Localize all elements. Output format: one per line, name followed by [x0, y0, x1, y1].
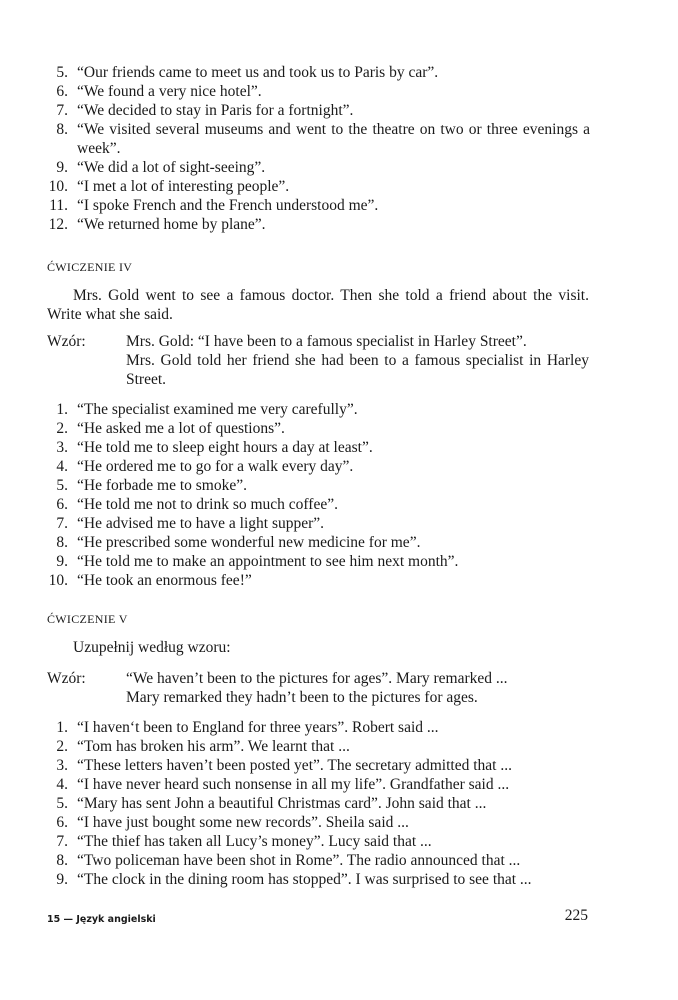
list-item: [0, 794, 678, 813]
item-number: 9.: [56, 871, 68, 888]
item-number: 11.: [49, 197, 68, 214]
item-text: “I met a lot of interesting people”.: [77, 178, 290, 195]
list-item: [0, 552, 678, 571]
item-text: “He ordered me to go for a walk every day”.: [77, 458, 354, 475]
item-text: “We visited several museums and went to the theatre on two or three evenings a week”.: [77, 121, 590, 157]
item-number: 7.: [56, 102, 68, 119]
list-item: [0, 419, 678, 438]
example-label: Wzór:: [47, 670, 86, 687]
printer-signature: 15 — Język angielski: [47, 914, 156, 925]
example-label: Wzór:: [47, 333, 86, 350]
list-item: [0, 571, 678, 590]
example-answer: Mrs. Gold told her friend she had been to a famous specialist in Harley Street.: [126, 352, 589, 388]
page-number: 225: [564, 907, 588, 924]
item-number: 3.: [56, 439, 68, 456]
item-text: “Mary has sent John a beautiful Christmas card”. John said that ...: [77, 795, 487, 812]
item-text: “He advised me to have a light supper”.: [77, 515, 325, 532]
item-text: “Our friends came to meet us and took us to Paris by car”.: [77, 64, 439, 81]
list-item: [0, 870, 678, 889]
list-item: [0, 813, 678, 832]
exercise-5-example: [47, 669, 589, 707]
exercise-4-list: [0, 400, 678, 590]
item-number: 6.: [56, 83, 68, 100]
item-number: 2.: [56, 738, 68, 755]
exercise-5-instruction: Uzupełnij według wzoru:: [73, 639, 231, 656]
item-text: “He prescribed some wonderful new medicine for me”.: [77, 534, 421, 551]
list-item: [0, 82, 678, 101]
exercise-4-example: [47, 332, 589, 389]
list-item: [0, 495, 678, 514]
item-number: 9.: [56, 159, 68, 176]
exercise-4-instruction: Mrs. Gold went to see a famous doctor. Then she told a friend about the visit. Write what she said.: [47, 287, 589, 323]
list-item: [0, 533, 678, 552]
item-text: “We found a very nice hotel”.: [77, 83, 262, 100]
exercise-3-continued-list: [0, 63, 678, 234]
item-text: “He forbade me to smoke”.: [77, 477, 248, 494]
list-item: [0, 718, 678, 737]
item-text: “I haven‘t been to England for three years”. Robert said ...: [77, 719, 439, 736]
list-item: [0, 400, 678, 419]
list-item: [0, 514, 678, 533]
exercise-4-heading: ĆWICZENIE IV: [47, 260, 133, 274]
item-number: 7.: [56, 833, 68, 850]
exercise-5-list: [0, 718, 678, 889]
exercise-5-heading: ĆWICZENIE V: [47, 612, 128, 626]
item-text: “We decided to stay in Paris for a fortnight”.: [77, 102, 354, 119]
list-item: [0, 851, 678, 870]
item-text: “Two policeman have been shot in Rome”. The radio announced that ...: [77, 852, 521, 869]
item-number: 5.: [56, 477, 68, 494]
item-text: “We did a lot of sight-seeing”.: [77, 159, 266, 176]
item-text: “He told me to sleep eight hours a day at least”.: [77, 439, 373, 456]
item-text: “I have just bought some new records”. Sheila said ...: [77, 814, 409, 831]
item-text: “We returned home by plane”.: [77, 216, 266, 233]
list-item: [0, 775, 678, 794]
list-item: [0, 832, 678, 851]
list-item: [0, 215, 678, 234]
example-answer: Mary remarked they hadn’t been to the pictures for ages.: [126, 689, 478, 706]
item-number: 4.: [56, 776, 68, 793]
item-number: 6.: [56, 496, 68, 513]
item-text: “He took an enormous fee!”: [77, 572, 252, 589]
item-text: “The clock in the dining room has stopped”. I was surprised to see that ...: [77, 871, 532, 888]
list-item: [0, 120, 678, 158]
list-item: [0, 158, 678, 177]
item-number: 2.: [56, 420, 68, 437]
item-number: 5.: [56, 795, 68, 812]
list-item: [0, 438, 678, 457]
item-text: “The thief has taken all Lucy’s money”. Lucy said that ...: [77, 833, 432, 850]
item-text: “He told me not to drink so much coffee”.: [77, 496, 338, 513]
item-number: 4.: [56, 458, 68, 475]
item-number: 10.: [48, 178, 68, 195]
item-number: 10.: [48, 572, 68, 589]
list-item: [0, 457, 678, 476]
list-item: [0, 101, 678, 120]
list-item: [0, 177, 678, 196]
item-number: 8.: [56, 534, 68, 551]
item-text: “He asked me a lot of questions”.: [77, 420, 285, 437]
item-number: 8.: [56, 121, 68, 138]
item-number: 7.: [56, 515, 68, 532]
item-text: “I have never heard such nonsense in all my life”. Grandfather said ...: [77, 776, 510, 793]
item-text: “Tom has broken his arm”. We learnt that ...: [77, 738, 350, 755]
list-item: [0, 476, 678, 495]
item-number: 1.: [56, 401, 68, 418]
example-sentence: Mrs. Gold: “I have been to a famous specialist in Harley Street”.: [126, 333, 527, 350]
item-number: 9.: [56, 553, 68, 570]
item-text: “I spoke French and the French understood me”.: [77, 197, 379, 214]
item-number: 3.: [56, 757, 68, 774]
item-text: “The specialist examined me very carefully”.: [77, 401, 358, 418]
list-item: [0, 196, 678, 215]
list-item: [0, 737, 678, 756]
item-text: “These letters haven’t been posted yet”. The secretary admitted that ...: [77, 757, 512, 774]
list-item: [0, 756, 678, 775]
item-number: 5.: [56, 64, 68, 81]
example-sentence: “We haven’t been to the pictures for ages”. Mary remarked ...: [126, 670, 508, 687]
list-item: [0, 63, 678, 82]
item-number: 12.: [48, 216, 68, 233]
item-number: 1.: [56, 719, 68, 736]
item-number: 8.: [56, 852, 68, 869]
item-number: 6.: [56, 814, 68, 831]
item-text: “He told me to make an appointment to see him next month”.: [77, 553, 459, 570]
